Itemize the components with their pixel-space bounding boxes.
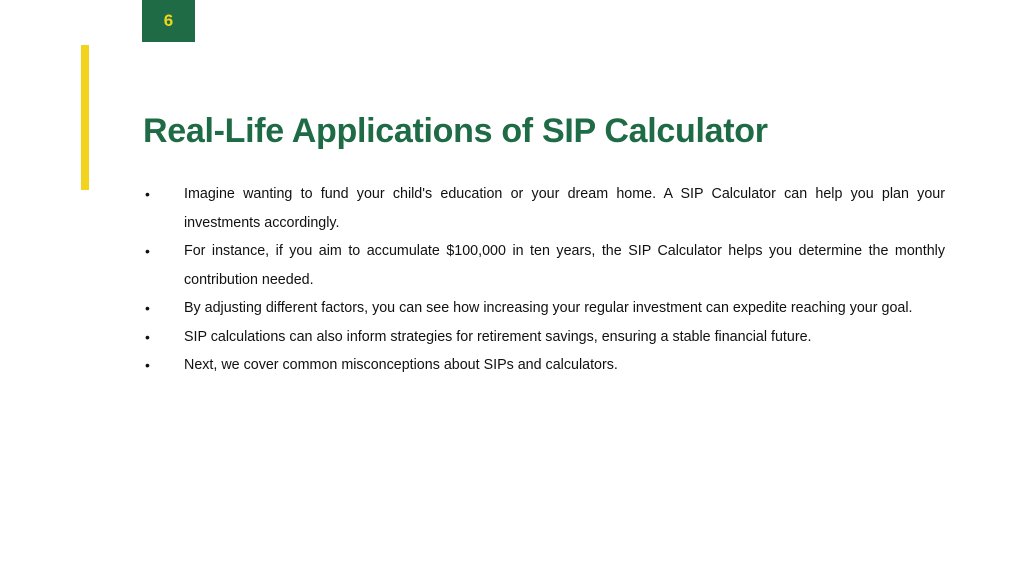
bullet-dot-icon: • xyxy=(145,243,150,259)
bullet-text: For instance, if you aim to accumulate $100,000 in ten years, the SIP Calculator helps you determine the monthly contribution needed. xyxy=(184,243,945,288)
bullet-dot-icon: • xyxy=(145,186,150,202)
bullet-item xyxy=(143,180,945,237)
bullet-list xyxy=(143,180,945,380)
bullet-text: By adjusting different factors, you can see how increasing your regular investment can expedite reaching your goal. xyxy=(184,300,913,316)
bullet-text: Imagine wanting to fund your child's education or your dream home. A SIP Calculator can help you plan your investments accordingly. xyxy=(184,186,945,231)
bullet-dot-icon: • xyxy=(145,300,150,316)
bullet-item xyxy=(143,237,945,294)
bullet-item xyxy=(143,351,945,380)
bullet-item xyxy=(143,294,945,323)
slide-title: Real-Life Applications of SIP Calculator xyxy=(143,112,768,150)
bullet-item xyxy=(143,323,945,352)
page-number-badge xyxy=(142,0,195,42)
bullet-dot-icon: • xyxy=(145,328,150,345)
bullet-text: Next, we cover common misconceptions about SIPs and calculators. xyxy=(184,357,618,373)
accent-bar xyxy=(81,45,89,190)
bullet-dot-icon: • xyxy=(145,357,150,373)
bullet-text: SIP calculations can also inform strategies for retirement savings, ensuring a stable financial future. xyxy=(184,328,812,345)
page-number: 6 xyxy=(163,11,174,30)
